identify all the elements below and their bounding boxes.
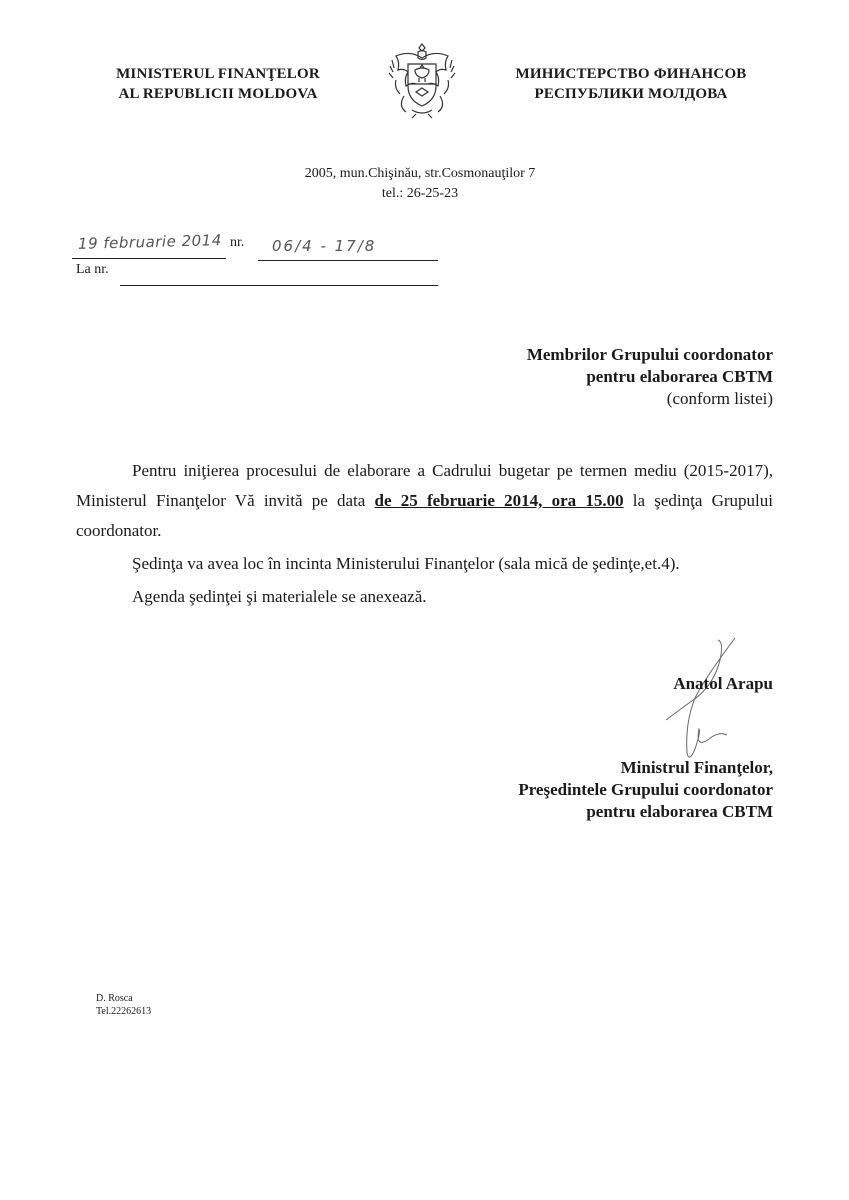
ministry-name-ro-line1: MINISTERUL FINANŢELOR	[116, 66, 320, 82]
addressee-line2: pentru elaborarea CBTM	[586, 367, 773, 386]
meeting-date-time: de 25 februarie 2014, ora 15.00	[374, 491, 624, 510]
ministry-name-ru-line2: РЕСПУБЛИКИ МОЛДОВА	[534, 86, 728, 102]
handwritten-registration-number: 06/4 - 17/8	[272, 237, 377, 255]
addressee-line1: Membrilor Grupului coordonator	[526, 345, 773, 364]
ministry-name-russian	[498, 64, 764, 104]
signatory-name: Anatol Arapu	[673, 674, 773, 693]
addressee-line3: (conform listei)	[666, 389, 773, 408]
executor-name: D. Rosca	[96, 993, 133, 1004]
ministry-name-romanian	[96, 64, 340, 104]
ministry-address: 2005, mun.Chişinău, str.Cosmonauţilor 7	[304, 166, 536, 181]
meeting-location-paragraph: Şedinţa va avea loc în incinta Ministerului Finanţelor (sala mică de şedinţe,et.4).	[132, 554, 680, 573]
invitation-text-end: la şedinţa Grupului coordonator.	[76, 491, 773, 540]
ministry-name-ru-line1: МИНИСТЕРСТВО ФИНАНСОВ	[515, 66, 747, 82]
signatory-title-line3: pentru elaborarea CBTM	[586, 802, 773, 821]
signatory-title-line2: Preşedintele Grupului coordonator	[518, 780, 773, 799]
moldova-coat-of-arms-icon	[384, 40, 460, 120]
ministry-name-ro-line2: AL REPUBLICII MOLDOVA	[118, 86, 318, 102]
invitation-text-start: Pentru iniţierea procesului de elaborare a Cadrului bugetar pe termen mediu (2015-2017), Ministerul Finanţelor Vă invită pe data	[76, 461, 773, 510]
date-underline	[72, 258, 226, 259]
la-nr-label: La nr.	[76, 262, 109, 277]
annex-paragraph: Agenda şedinţei şi materialele se anexează.	[132, 587, 427, 606]
la-nr-underline	[120, 285, 438, 286]
ministry-phone: tel.: 26-25-23	[381, 186, 459, 201]
invitation-paragraph	[76, 456, 773, 546]
signatory-title-line1: Ministrul Finanţelor,	[620, 758, 773, 777]
nr-underline	[258, 260, 438, 261]
nr-label: nr.	[230, 235, 245, 250]
executor-phone: Tel.22262613	[96, 1006, 152, 1017]
handwritten-date: 19 februarie 2014	[77, 231, 222, 253]
